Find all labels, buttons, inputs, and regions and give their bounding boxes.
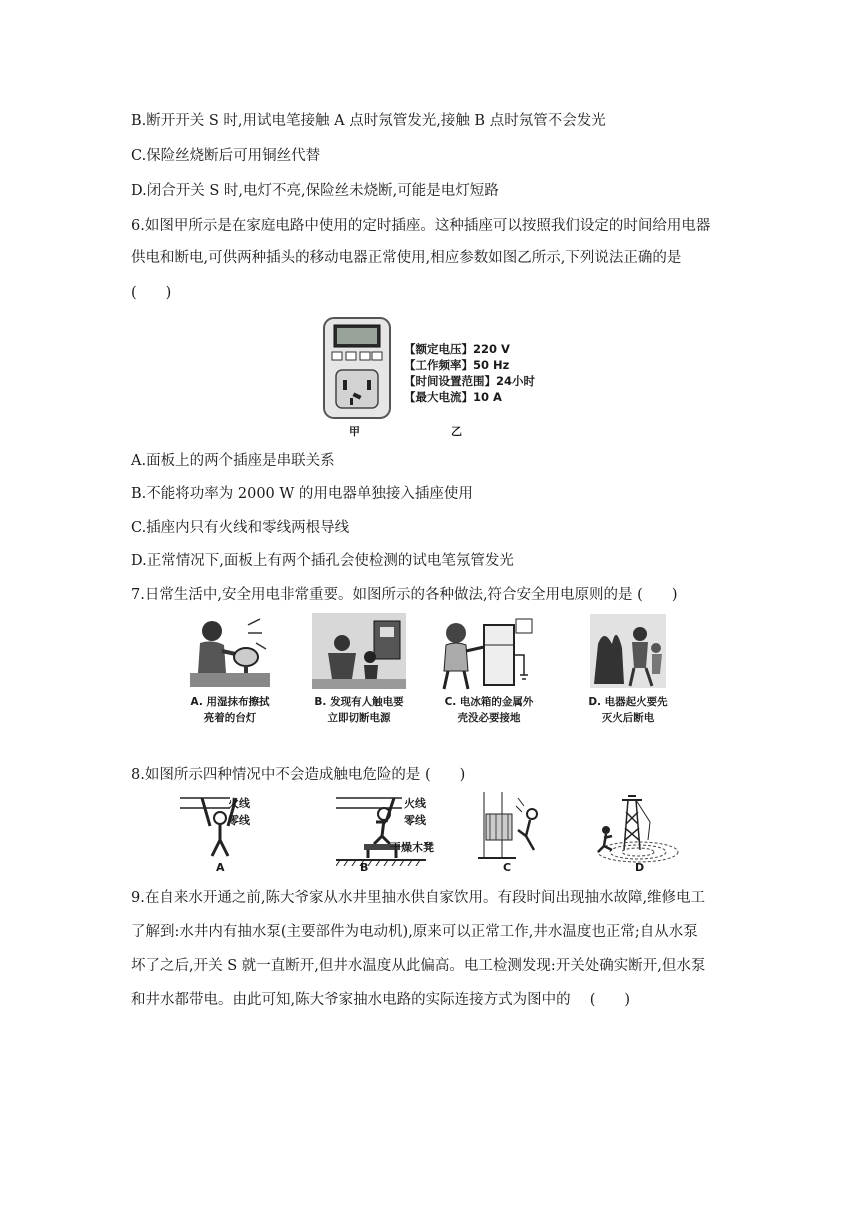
fig8-label-c: C	[503, 861, 512, 874]
caption-7c	[428, 694, 550, 726]
question-9-line-4: 和井水都带电。由此可知,陈大爷家抽水电路的实际连接方式为图中的 ( )	[131, 992, 631, 1008]
caption-7b-line-2: 立即切断电源	[327, 712, 391, 724]
fig8-label-d: D	[635, 861, 645, 874]
caption-7a-line-1: A. 用湿抹布擦拭	[190, 696, 270, 708]
caption-7a-line-2: 亮着的台灯	[203, 712, 257, 724]
question-7: 7.日常生活中,安全用电非常重要。如图所示的各种做法,符合安全用电原则的是 ( )	[131, 587, 678, 603]
figure-label-jia: 甲	[349, 425, 360, 438]
question-9-line-1: 9.在自来水开通之前,陈大爷家从水井里抽水供自家饮用。有段时间出现抽水故障,维修电工	[131, 890, 706, 906]
question-6-line-2: 供电和断电,可供两种插头的移动电器正常使用,相应参数如图乙所示,下列说法正确的是	[131, 250, 682, 266]
caption-7a	[169, 694, 291, 726]
question-9-line-2: 了解到:水井内有抽水泵(主要部件为电动机),原来可以正常工作,井水温度也正常;自从水泵	[131, 924, 698, 940]
spec-frequency: 【工作频率】50 Hz	[404, 358, 510, 372]
option-6a: A.面板上的两个插座是串联关系	[131, 453, 335, 469]
illustration-8d	[592, 792, 682, 866]
illustration-7b-cut-power	[312, 613, 406, 689]
caption-7d-line-1: D. 电器起火要先	[588, 696, 668, 708]
option-6b: B.不能将功率为 2000 W 的用电器单独接入插座使用	[131, 486, 473, 502]
caption-7d	[567, 694, 689, 726]
option-5b: B.断开开关 S 时,用试电笔接触 A 点时氖管发光,接触 B 点时氖管不会发光	[131, 113, 606, 129]
fig8a-neutral-label: 零线	[228, 814, 250, 827]
caption-7b	[298, 694, 420, 726]
illustration-8c	[476, 792, 546, 862]
illustration-7d-fire-power	[590, 614, 666, 688]
fig8b-neutral-label: 零线	[404, 814, 426, 827]
fig8b-stool-label: 干燥木凳	[390, 841, 434, 854]
illustration-7c-fridge-grounding	[438, 615, 534, 691]
caption-7c-line-2: 壳没必要接地	[457, 712, 521, 724]
option-6c: C.插座内只有火线和零线两根导线	[131, 520, 350, 536]
fig8a-live-label: 火线	[228, 797, 250, 810]
question-6-line-3: ( )	[131, 285, 172, 301]
spec-time-range: 【时间设置范围】24小时	[404, 374, 536, 388]
caption-7b-line-1: B. 发现有人触电要	[314, 696, 404, 708]
timer-socket-image	[322, 316, 392, 420]
option-5d: D.闭合开关 S 时,电灯不亮,保险丝未烧断,可能是电灯短路	[131, 183, 499, 199]
caption-7d-line-2: 灭火后断电	[601, 712, 655, 724]
question-9-line-3: 坏了之后,开关 S 就一直断开,但井水温度从此偏高。电工检测发现:开关处确实断开,但水泵	[131, 958, 706, 974]
spec-max-current: 【最大电流】10 A	[404, 390, 502, 404]
fig8-label-a: A	[216, 861, 225, 874]
question-6-line-1: 6.如图甲所示是在家庭电路中使用的定时插座。这种插座可以按照我们设定的时间给用电器	[131, 218, 711, 234]
fig8-label-b: B	[360, 861, 369, 874]
figure-label-yi: 乙	[451, 425, 462, 438]
illustration-7a-wet-cloth-lamp	[190, 615, 270, 689]
option-5c: C.保险丝烧断后可用铜丝代替	[131, 148, 321, 164]
spec-voltage: 【额定电压】220 V	[404, 342, 510, 356]
question-8: 8.如图所示四种情况中不会造成触电危险的是 ( )	[131, 767, 466, 783]
option-6d: D.正常情况下,面板上有两个插孔会使检测的试电笔氖管发光	[131, 553, 514, 569]
fig8b-live-label: 火线	[404, 797, 426, 810]
caption-7c-line-1: C. 电冰箱的金属外	[444, 696, 534, 708]
